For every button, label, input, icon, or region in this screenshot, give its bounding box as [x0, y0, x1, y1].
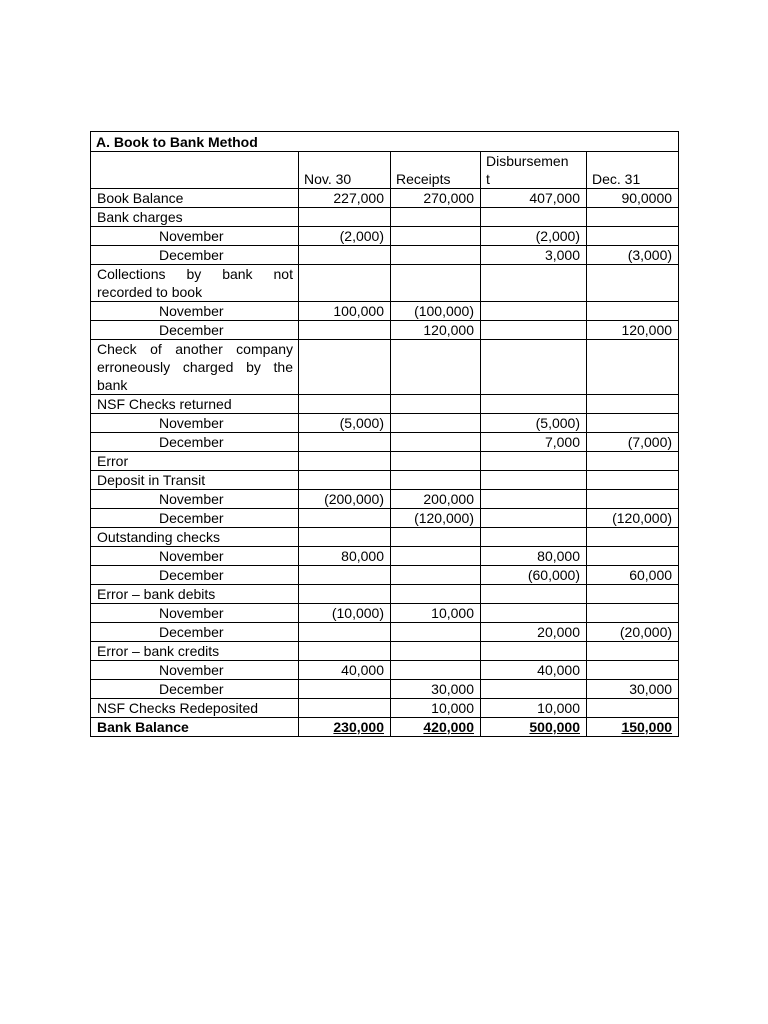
cell-value	[391, 547, 481, 566]
table-row	[91, 680, 679, 699]
cell-value	[299, 433, 391, 452]
table-row	[91, 604, 679, 623]
row-label: November	[91, 302, 299, 321]
cell-value: 120,000	[587, 321, 679, 340]
table-row	[91, 452, 679, 471]
title-row	[91, 132, 679, 152]
table-row	[91, 208, 679, 227]
cell-value	[587, 471, 679, 490]
total-value-text: 230,000	[333, 719, 384, 735]
table-row	[91, 547, 679, 566]
table-row	[91, 189, 679, 208]
table-row	[91, 395, 679, 414]
cell-value	[299, 623, 391, 642]
cell-value	[391, 395, 481, 414]
cell-value: 10,000	[481, 699, 587, 718]
cell-value	[481, 208, 587, 227]
cell-value	[481, 680, 587, 699]
row-label: Error	[91, 452, 299, 471]
cell-value	[481, 395, 587, 414]
cell-value: 407,000	[481, 189, 587, 208]
cell-value	[299, 509, 391, 528]
cell-value: 10,000	[391, 699, 481, 718]
cell-value	[299, 340, 391, 395]
header-receipts: Receipts	[391, 152, 481, 189]
table-row	[91, 623, 679, 642]
header-dec31: Dec. 31	[587, 152, 679, 189]
cell-value: (120,000)	[391, 509, 481, 528]
row-label: Outstanding checks	[91, 528, 299, 547]
cell-value	[391, 265, 481, 302]
table-row	[91, 302, 679, 321]
cell-value: (3,000)	[587, 246, 679, 265]
row-label: December	[91, 246, 299, 265]
cell-value: 40,000	[481, 661, 587, 680]
row-label: Deposit in Transit	[91, 471, 299, 490]
table-row	[91, 265, 679, 302]
cell-value	[587, 547, 679, 566]
cell-value: 200,000	[391, 490, 481, 509]
cell-value	[587, 490, 679, 509]
cell-value	[587, 452, 679, 471]
cell-value	[587, 340, 679, 395]
cell-value: (7,000)	[587, 433, 679, 452]
cell-value: (120,000)	[587, 509, 679, 528]
cell-value	[299, 680, 391, 699]
cell-value: 120,000	[391, 321, 481, 340]
total-value	[481, 718, 587, 737]
total-label: Bank Balance	[91, 718, 299, 737]
cell-value: 60,000	[587, 566, 679, 585]
cell-value	[299, 246, 391, 265]
cell-value: (100,000)	[391, 302, 481, 321]
cell-value	[299, 395, 391, 414]
row-label: November	[91, 661, 299, 680]
cell-value	[299, 265, 391, 302]
cell-value	[391, 340, 481, 395]
cell-value	[299, 452, 391, 471]
table-row	[91, 414, 679, 433]
cell-value: 100,000	[299, 302, 391, 321]
cell-value	[481, 471, 587, 490]
cell-value	[481, 265, 587, 302]
total-value	[299, 718, 391, 737]
cell-value	[587, 414, 679, 433]
total-value	[391, 718, 481, 737]
reconciliation-table	[90, 131, 679, 737]
cell-value	[299, 585, 391, 604]
cell-value	[391, 585, 481, 604]
table-row	[91, 509, 679, 528]
cell-value	[391, 471, 481, 490]
cell-value: 10,000	[391, 604, 481, 623]
cell-value	[587, 265, 679, 302]
cell-value: 3,000	[481, 246, 587, 265]
row-label: NSF Checks returned	[91, 395, 299, 414]
cell-value	[299, 471, 391, 490]
cell-value	[299, 208, 391, 227]
total-value-text: 500,000	[529, 719, 580, 735]
cell-value	[481, 585, 587, 604]
total-value	[587, 718, 679, 737]
cell-value	[391, 433, 481, 452]
cell-value	[299, 699, 391, 718]
cell-value	[299, 528, 391, 547]
table-row	[91, 699, 679, 718]
table-row	[91, 566, 679, 585]
row-label: December	[91, 566, 299, 585]
cell-value: 227,000	[299, 189, 391, 208]
cell-value	[481, 642, 587, 661]
cell-value	[391, 208, 481, 227]
table-row	[91, 246, 679, 265]
total-value-text: 420,000	[423, 719, 474, 735]
cell-value	[587, 302, 679, 321]
row-label: December	[91, 623, 299, 642]
total-value-text: 150,000	[621, 719, 673, 735]
header-nov30: Nov. 30	[299, 152, 391, 189]
cell-value: (20,000)	[587, 623, 679, 642]
cell-value: (5,000)	[299, 414, 391, 433]
cell-value	[587, 395, 679, 414]
cell-value	[481, 340, 587, 395]
cell-value	[587, 661, 679, 680]
cell-value: 80,000	[299, 547, 391, 566]
row-label: December	[91, 321, 299, 340]
cell-value	[391, 227, 481, 246]
table-row	[91, 661, 679, 680]
row-label: Bank charges	[91, 208, 299, 227]
header-disbursement: Disbursemen t	[481, 152, 587, 189]
row-label: November	[91, 227, 299, 246]
cell-value	[587, 604, 679, 623]
cell-value	[587, 227, 679, 246]
table-body	[91, 132, 679, 737]
cell-value	[299, 321, 391, 340]
table-row	[91, 585, 679, 604]
cell-value: (200,000)	[299, 490, 391, 509]
table-row	[91, 433, 679, 452]
cell-value	[587, 208, 679, 227]
cell-value: 30,000	[391, 680, 481, 699]
row-label: Error – bank credits	[91, 642, 299, 661]
row-label: December	[91, 509, 299, 528]
cell-value	[391, 661, 481, 680]
cell-value	[391, 414, 481, 433]
cell-value: 90,0000	[587, 189, 679, 208]
cell-value: (60,000)	[481, 566, 587, 585]
table-row	[91, 227, 679, 246]
cell-value	[481, 490, 587, 509]
cell-value	[299, 642, 391, 661]
cell-value: 30,000	[587, 680, 679, 699]
cell-value	[391, 566, 481, 585]
cell-value	[391, 452, 481, 471]
cell-value	[391, 528, 481, 547]
cell-value: 7,000	[481, 433, 587, 452]
cell-value: (2,000)	[299, 227, 391, 246]
cell-value	[481, 452, 587, 471]
row-label: Error – bank debits	[91, 585, 299, 604]
cell-value	[481, 528, 587, 547]
row-label: Collections by bank not recorded to book	[91, 265, 299, 302]
table-row	[91, 321, 679, 340]
cell-value	[391, 246, 481, 265]
cell-value	[481, 321, 587, 340]
cell-value: (5,000)	[481, 414, 587, 433]
table-row	[91, 528, 679, 547]
row-label: NSF Checks Redeposited	[91, 699, 299, 718]
cell-value	[391, 642, 481, 661]
row-label: November	[91, 547, 299, 566]
cell-value	[587, 585, 679, 604]
cell-value	[587, 699, 679, 718]
table-row	[91, 642, 679, 661]
cell-value: (2,000)	[481, 227, 587, 246]
cell-value	[481, 509, 587, 528]
cell-value	[481, 604, 587, 623]
table-row	[91, 340, 679, 395]
cell-value	[587, 528, 679, 547]
header-row	[91, 152, 679, 189]
table-row	[91, 471, 679, 490]
total-row	[91, 718, 679, 737]
cell-value: 80,000	[481, 547, 587, 566]
row-label: Check of another company erroneously charged by the bank	[91, 340, 299, 395]
cell-value	[587, 642, 679, 661]
row-label: December	[91, 433, 299, 452]
table-row	[91, 490, 679, 509]
cell-value	[391, 623, 481, 642]
row-label: Book Balance	[91, 189, 299, 208]
cell-value: 20,000	[481, 623, 587, 642]
cell-value: 40,000	[299, 661, 391, 680]
row-label: December	[91, 680, 299, 699]
cell-value	[481, 302, 587, 321]
cell-value: (10,000)	[299, 604, 391, 623]
table-title: A. Book to Bank Method	[91, 132, 679, 152]
row-label: November	[91, 414, 299, 433]
cell-value: 270,000	[391, 189, 481, 208]
cell-value	[299, 566, 391, 585]
row-label: November	[91, 490, 299, 509]
row-label: November	[91, 604, 299, 623]
header-blank	[91, 152, 299, 189]
